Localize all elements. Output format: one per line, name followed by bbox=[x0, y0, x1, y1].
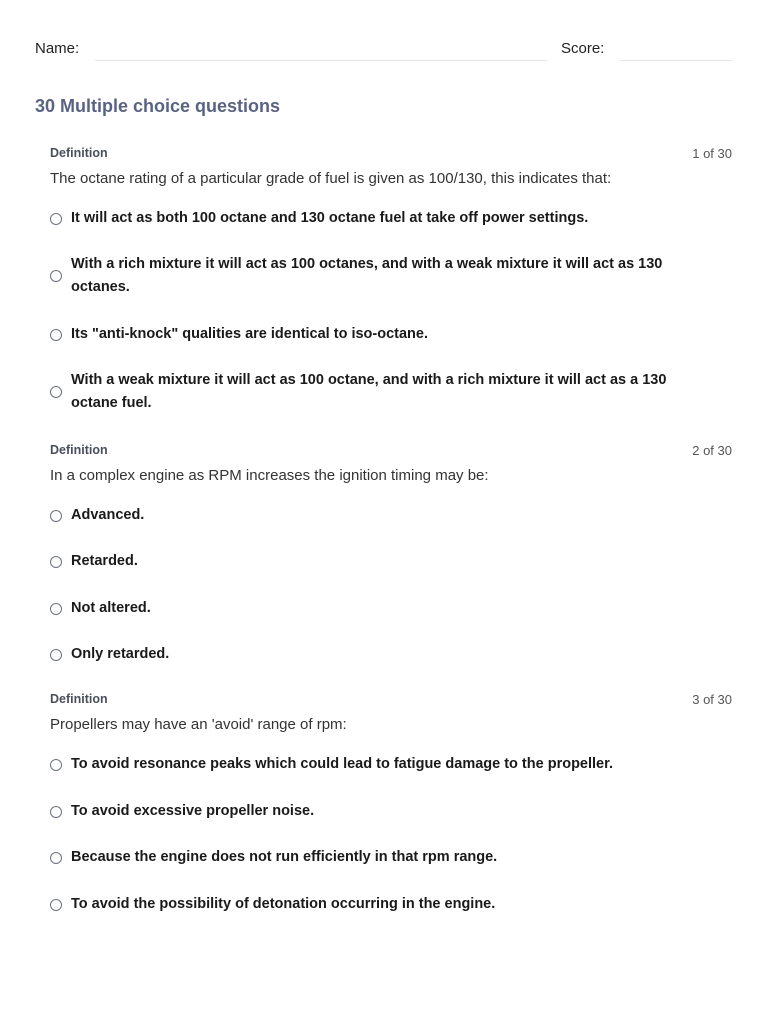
radio-button-icon[interactable] bbox=[50, 852, 62, 864]
answer-option-text: Only retarded. bbox=[71, 646, 170, 662]
answer-option-text: Retarded. bbox=[71, 553, 138, 569]
radio-button-icon[interactable] bbox=[50, 213, 62, 225]
answer-option[interactable] bbox=[50, 550, 690, 573]
answer-option-text: Because the engine does not run efficiently in that rpm range. bbox=[71, 849, 498, 865]
answer-option[interactable] bbox=[50, 753, 690, 776]
name-field[interactable] bbox=[95, 60, 547, 61]
answer-option-text: With a weak mixture it will act as 100 octane, and with a rich mixture it will act as a 130 octane fuel. bbox=[71, 372, 667, 411]
radio-button-icon[interactable] bbox=[50, 759, 62, 771]
worksheet-header bbox=[35, 38, 732, 62]
score-label: Score: bbox=[561, 40, 605, 57]
question-type: Definition bbox=[50, 146, 108, 160]
question-card-2 bbox=[50, 443, 732, 673]
answer-option[interactable] bbox=[50, 369, 690, 415]
question-count: 3 of 30 bbox=[692, 692, 732, 707]
radio-button-icon[interactable] bbox=[50, 329, 62, 341]
radio-button-icon[interactable] bbox=[50, 270, 62, 282]
section-title: 30 Multiple choice questions bbox=[35, 96, 281, 116]
answer-option[interactable] bbox=[50, 893, 690, 916]
question-prompt: Propellers may have an 'avoid' range of rpm: bbox=[50, 716, 347, 733]
answer-option[interactable] bbox=[50, 846, 690, 869]
answer-option-text: To avoid resonance peaks which could lead to fatigue damage to the propeller. bbox=[71, 756, 613, 772]
answer-option[interactable] bbox=[50, 643, 690, 666]
answer-option[interactable] bbox=[50, 800, 690, 823]
answer-option[interactable] bbox=[50, 323, 690, 346]
answer-option-text: To avoid excessive propeller noise. bbox=[71, 803, 315, 819]
answer-option[interactable] bbox=[50, 504, 690, 527]
answer-option[interactable] bbox=[50, 207, 690, 230]
radio-button-icon[interactable] bbox=[50, 603, 62, 615]
question-count: 1 of 30 bbox=[692, 146, 732, 161]
question-prompt: In a complex engine as RPM increases the ignition timing may be: bbox=[50, 467, 489, 484]
question-card-3 bbox=[50, 692, 732, 922]
answer-option[interactable] bbox=[50, 597, 690, 620]
name-label: Name: bbox=[35, 40, 80, 57]
question-type: Definition bbox=[50, 692, 108, 706]
answer-option-text: It will act as both 100 octane and 130 octane fuel at take off power settings. bbox=[71, 210, 589, 226]
answer-option-text: Advanced. bbox=[71, 507, 145, 523]
answer-option[interactable] bbox=[50, 253, 690, 299]
radio-button-icon[interactable] bbox=[50, 806, 62, 818]
question-type: Definition bbox=[50, 443, 108, 457]
radio-button-icon[interactable] bbox=[50, 649, 62, 661]
radio-button-icon[interactable] bbox=[50, 510, 62, 522]
radio-button-icon[interactable] bbox=[50, 899, 62, 911]
answer-option-text: With a rich mixture it will act as 100 octanes, and with a weak mixture it will act as 130 octanes. bbox=[71, 256, 663, 295]
answer-option-text: To avoid the possibility of detonation occurring in the engine. bbox=[71, 896, 496, 912]
radio-button-icon[interactable] bbox=[50, 556, 62, 568]
answer-option-text: Not altered. bbox=[71, 600, 151, 616]
answer-option-text: Its "anti-knock" qualities are identical to iso-octane. bbox=[71, 326, 428, 342]
score-field[interactable] bbox=[620, 60, 732, 61]
question-card-1 bbox=[50, 146, 732, 418]
question-count: 2 of 30 bbox=[692, 443, 732, 458]
question-prompt: The octane rating of a particular grade of fuel is given as 100/130, this indicates that: bbox=[50, 170, 612, 187]
radio-button-icon[interactable] bbox=[50, 386, 62, 398]
